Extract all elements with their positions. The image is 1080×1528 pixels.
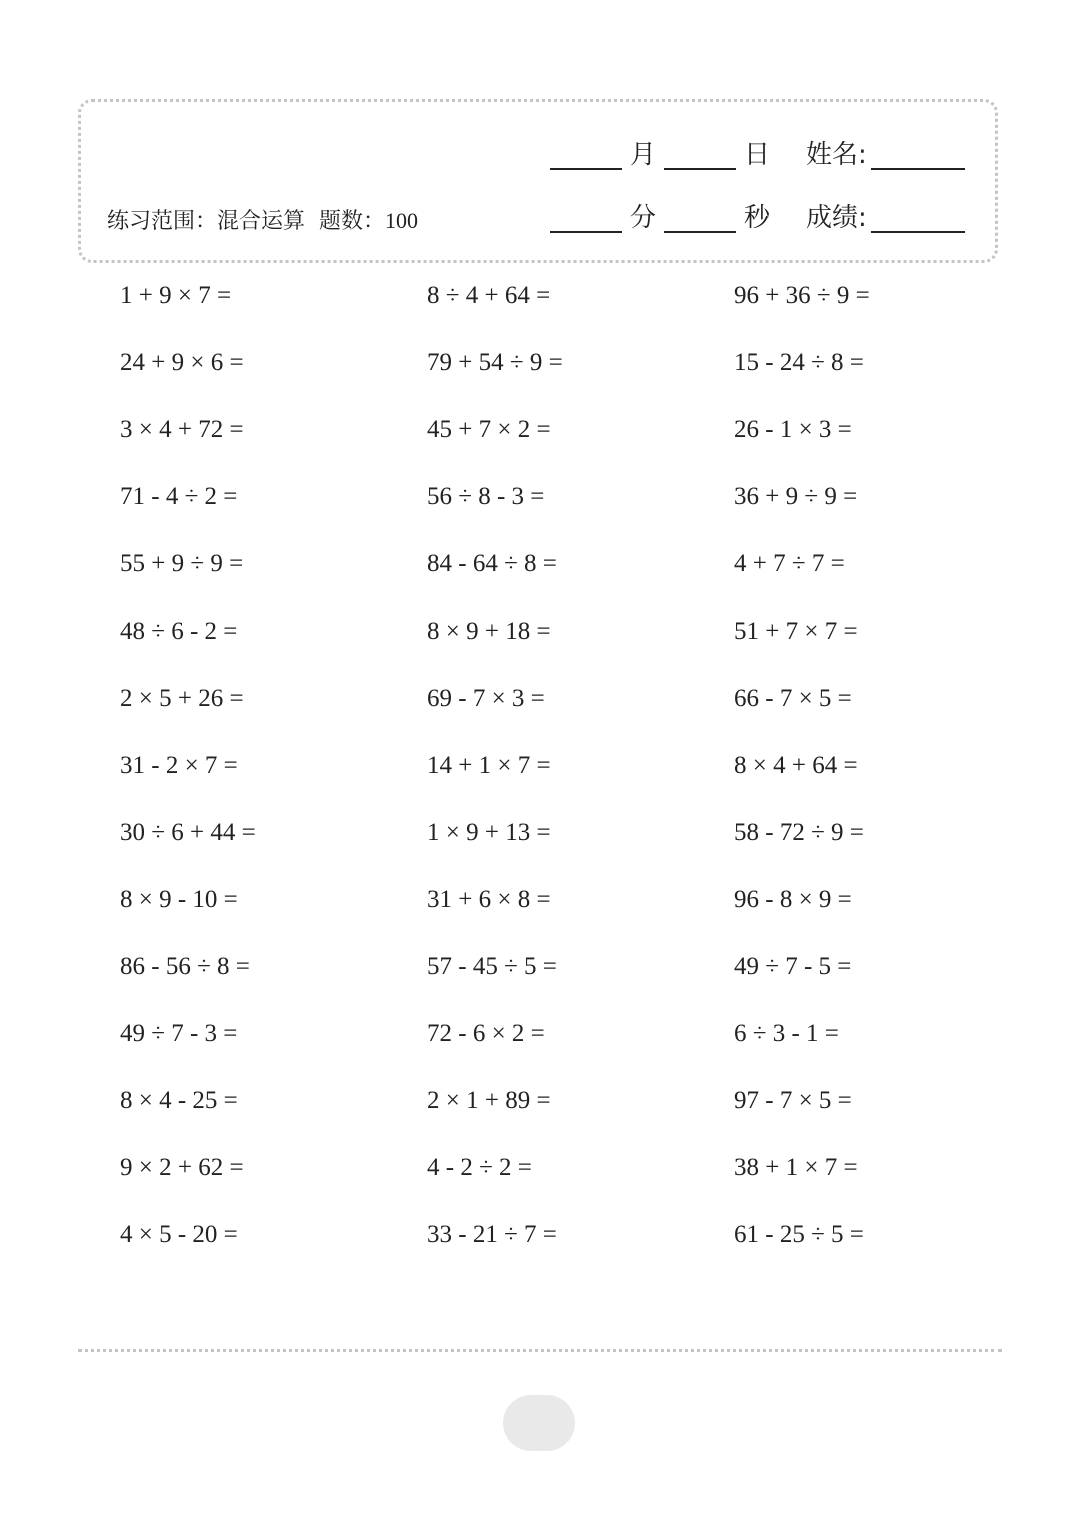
problem-item: 38 + 1 × 7 =	[734, 1154, 858, 1181]
range-text: 练习范围：混合运算	[107, 209, 306, 234]
minute-blank[interactable]	[550, 203, 622, 233]
minute-label: 分	[630, 203, 657, 233]
day-label: 日	[744, 140, 771, 170]
count-label: 题数：	[319, 209, 386, 234]
problem-item: 31 - 2 × 7 =	[120, 752, 238, 779]
name-blank[interactable]	[871, 140, 965, 170]
problem-item: 55 + 9 ÷ 9 =	[120, 550, 244, 577]
problem-item: 8 × 4 + 64 =	[734, 752, 858, 779]
problem-item: 3 × 4 + 72 =	[120, 416, 244, 443]
problem-item: 56 ÷ 8 - 3 =	[427, 483, 545, 510]
problem-item: 2 × 5 + 26 =	[120, 685, 244, 712]
problem-item: 4 × 5 - 20 =	[120, 1221, 238, 1248]
practice-range-label	[107, 204, 418, 235]
second-blank[interactable]	[664, 203, 736, 233]
problem-item: 86 - 56 ÷ 8 =	[120, 953, 250, 980]
problem-item: 31 + 6 × 8 =	[427, 886, 551, 913]
month-blank[interactable]	[550, 140, 622, 170]
problem-item: 30 ÷ 6 + 44 =	[120, 819, 256, 846]
month-label: 月	[630, 140, 657, 170]
date-name-row	[550, 134, 965, 170]
problem-item: 69 - 7 × 3 =	[427, 685, 545, 712]
problem-item: 97 - 7 × 5 =	[734, 1087, 852, 1114]
score-blank[interactable]	[871, 203, 965, 233]
bottom-divider	[78, 1349, 1002, 1352]
problem-item: 9 × 2 + 62 =	[120, 1154, 244, 1181]
problem-item: 71 - 4 ÷ 2 =	[120, 483, 238, 510]
problem-item: 96 - 8 × 9 =	[734, 886, 852, 913]
problem-item: 33 - 21 ÷ 7 =	[427, 1221, 557, 1248]
header-box	[78, 99, 998, 263]
problem-item: 2 × 1 + 89 =	[427, 1087, 551, 1114]
problem-item: 1 × 9 + 13 =	[427, 819, 551, 846]
problem-item: 51 + 7 × 7 =	[734, 618, 858, 645]
problem-item: 36 + 9 ÷ 9 =	[734, 483, 858, 510]
name-label: 姓名:	[806, 140, 867, 170]
problem-item: 1 + 9 × 7 =	[120, 282, 232, 309]
problem-item: 49 ÷ 7 - 3 =	[120, 1020, 238, 1047]
problem-item: 45 + 7 × 2 =	[427, 416, 551, 443]
problem-item: 24 + 9 × 6 =	[120, 349, 244, 376]
time-score-row	[550, 197, 965, 233]
problem-item: 49 ÷ 7 - 5 =	[734, 953, 852, 980]
problem-item: 84 - 64 ÷ 8 =	[427, 550, 557, 577]
problem-item: 96 + 36 ÷ 9 =	[734, 282, 870, 309]
problem-item: 8 × 4 - 25 =	[120, 1087, 238, 1114]
score-label: 成绩:	[806, 203, 867, 233]
problem-item: 6 ÷ 3 - 1 =	[734, 1020, 839, 1047]
problem-item: 15 - 24 ÷ 8 =	[734, 349, 864, 376]
problem-item: 72 - 6 × 2 =	[427, 1020, 545, 1047]
problem-item: 4 + 7 ÷ 7 =	[734, 550, 845, 577]
problem-item: 61 - 25 ÷ 5 =	[734, 1221, 864, 1248]
problem-item: 57 - 45 ÷ 5 =	[427, 953, 557, 980]
second-label: 秒	[744, 203, 771, 233]
problem-item: 26 - 1 × 3 =	[734, 416, 852, 443]
count-value: 100	[385, 208, 419, 233]
problem-item: 8 × 9 + 18 =	[427, 618, 551, 645]
problem-item: 79 + 54 ÷ 9 =	[427, 349, 563, 376]
problem-item: 4 - 2 ÷ 2 =	[427, 1154, 532, 1181]
problem-item: 66 - 7 × 5 =	[734, 685, 852, 712]
problem-item: 14 + 1 × 7 =	[427, 752, 551, 779]
problem-item: 8 ÷ 4 + 64 =	[427, 282, 551, 309]
problem-item: 58 - 72 ÷ 9 =	[734, 819, 864, 846]
problem-item: 8 × 9 - 10 =	[120, 886, 238, 913]
problem-item: 48 ÷ 6 - 2 =	[120, 618, 238, 645]
day-blank[interactable]	[664, 140, 736, 170]
page-indicator	[503, 1395, 575, 1451]
